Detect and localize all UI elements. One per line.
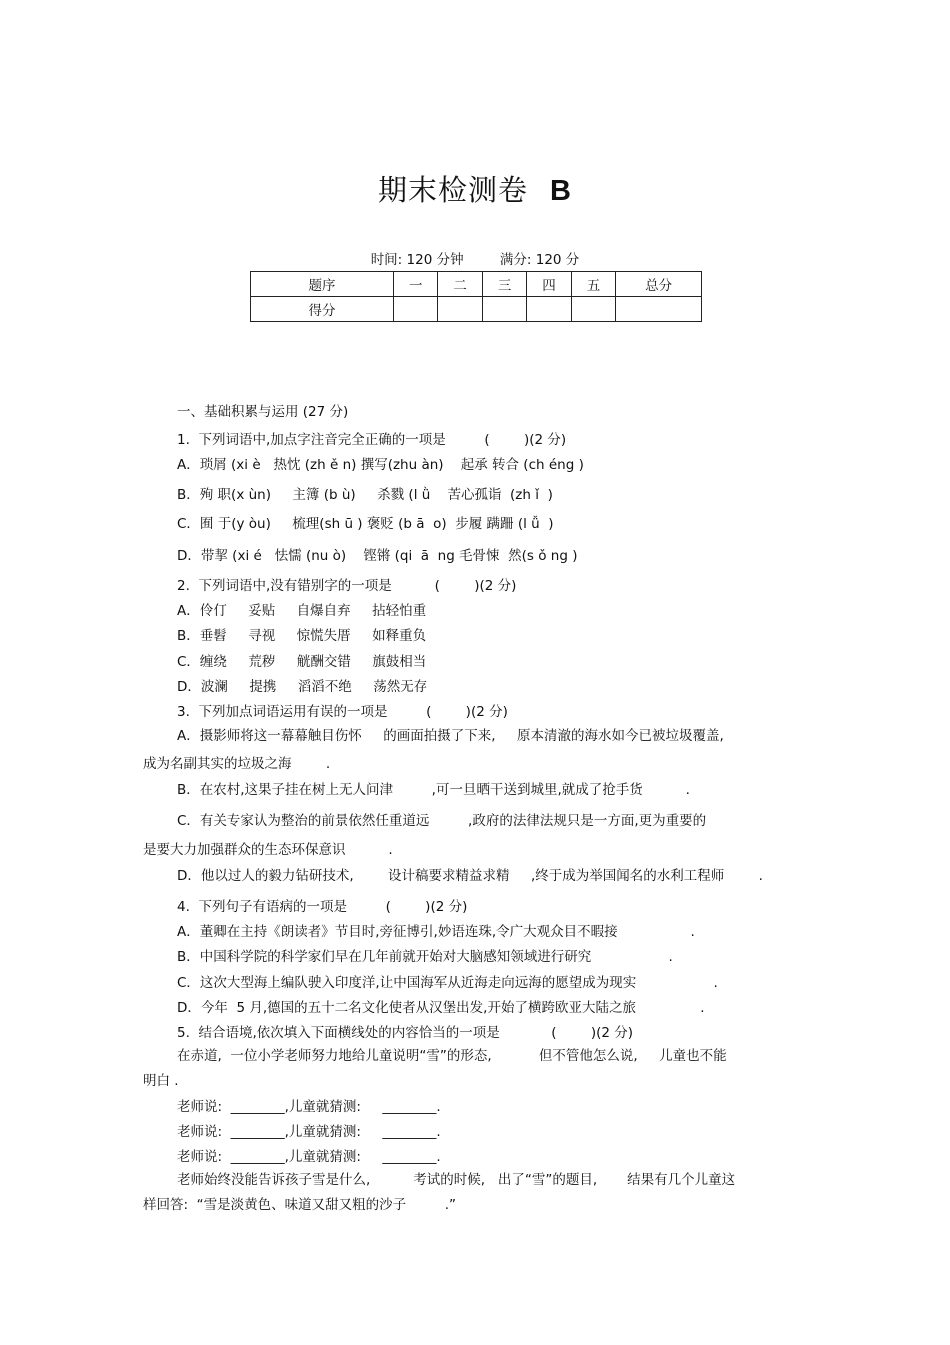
- option-continuation: 成为名副其实的垃圾之海 .: [143, 756, 331, 772]
- option-line: C．有关专家认为整治的前景依然任重道远 ,政府的法律法规只是一方面,更为重要的: [177, 813, 707, 829]
- option-line: C．缠绕 荒秽 觥酬交错 旗鼓相当: [177, 654, 427, 670]
- passage-line: 老师始终没能告诉孩子雪是什么, 考试的时候, 出了“雪”的题目, 结果有几个儿童这: [177, 1172, 736, 1188]
- full-score: 满分: 120 分: [499, 252, 580, 268]
- option-line: B．中国科学院的科学家们早在几年前就开始对大脑感知领域进行研究 .: [177, 949, 673, 965]
- question-line: 3. 下列加点词语运用有误的一项是 ( )(2 分): [177, 704, 508, 720]
- title-text: 期末检测卷: [378, 173, 529, 207]
- score-cell: 三: [482, 272, 526, 297]
- option-line: D．带挈 (xi é 怯懦 (nu ò) 铿锵 (qi ā ng 毛骨悚 然(s ǒ ng ): [177, 548, 578, 564]
- exam-meta: [0, 248, 950, 268]
- option-line: D．今年 5 月,德国的五十二名文化使者从汉堡出发,开始了横跨欧亚大陆之旅 .: [177, 1000, 705, 1016]
- section-heading: 一、基础积累与运用 (27 分): [177, 404, 349, 420]
- option-line: C．这次大型海上编队驶入印度洋,让中国海军从近海走向远海的愿望成为现实 .: [177, 975, 718, 991]
- score-table-header-row: [251, 272, 702, 297]
- option-line: A．琐屑 (xi è 热忱 (zh ě n) 撰写(zhu àn) 起承 转合 (ch éng ): [177, 457, 584, 473]
- passage-line: 样回答: “雪是淡黄色、味道又甜又粗的沙子 .”: [143, 1197, 457, 1213]
- score-blank-cell: [571, 297, 615, 322]
- title-letter: B: [550, 175, 572, 207]
- option-continuation: 是要大力加强群众的生态环保意识 .: [143, 842, 393, 858]
- option-line: A．伶仃 妥贴 自爆自弃 拈轻怕重: [177, 603, 427, 619]
- blank-line: 老师说: ________,儿童就猜测: ________.: [177, 1124, 441, 1140]
- score-cell: 二: [438, 272, 482, 297]
- time-limit: 时间: 120 分钟: [370, 252, 464, 268]
- option-line: B．殉 职(x ùn) 主簿 (b ù) 杀戮 (l ǜ 苦心孤诣 (zh ǐ ): [177, 487, 553, 503]
- question-line: 5. 结合语境,依次填入下面横线处的内容恰当的一项是 ( )(2 分): [177, 1025, 634, 1041]
- blank-line: 老师说: ________,儿童就猜测: ________.: [177, 1149, 441, 1165]
- option-line: C．囿 于(y òu) 梳理(sh ū ) 褒贬 (b ā o) 步履 蹒跚 (l ǚ ): [177, 516, 554, 532]
- page-title: [0, 168, 950, 209]
- score-blank-cell: [616, 297, 702, 322]
- option-line: A．董卿在主持《朗读者》节目时,旁征博引,妙语连珠,令广大观众目不暇接 .: [177, 924, 695, 940]
- score-blank-cell: [438, 297, 482, 322]
- score-cell: 五: [571, 272, 615, 297]
- score-blank-cell: [527, 297, 571, 322]
- passage-line: 明白 .: [143, 1073, 179, 1089]
- passage-line: 在赤道, 一位小学老师努力地给儿童说明“雪”的形态, 但不管他怎么说, 儿童也不能: [177, 1048, 727, 1064]
- score-row-label: 得分: [251, 297, 394, 322]
- option-line: B．垂髫 寻视 惊慌失厝 如释重负: [177, 628, 427, 644]
- option-line: A．摄影师将这一幕幕触目伤怀 的画面拍摄了下来, 原本清澈的海水如今已被垃圾覆盖,: [177, 728, 724, 744]
- question-line: 4. 下列句子有语病的一项是 ( )(2 分): [177, 899, 468, 915]
- question-line: 1. 下列词语中,加点字注音完全正确的一项是 ( )(2 分): [177, 432, 567, 448]
- option-line: B．在农村,这果子挂在树上无人问津 ,可一旦晒干送到城里,就成了抢手货 .: [177, 782, 690, 798]
- score-table-score-row: [251, 297, 702, 322]
- option-line: D．波澜 提携 滔滔不绝 荡然无存: [177, 679, 428, 695]
- score-blank-cell: [482, 297, 526, 322]
- option-line: D．他以过人的毅力钻研技术, 设计稿要求精益求精 ,终于成为举国闻名的水利工程师 .: [177, 868, 763, 884]
- blank-line: 老师说: ________,儿童就猜测: ________.: [177, 1099, 441, 1115]
- score-table: [250, 271, 702, 322]
- score-cell: 四: [527, 272, 571, 297]
- score-cell: 一: [394, 272, 438, 297]
- score-cell: 总分: [616, 272, 702, 297]
- question-line: 2. 下列词语中,没有错别字的一项是 ( )(2 分): [177, 578, 517, 594]
- score-blank-cell: [394, 297, 438, 322]
- score-cell: 题序: [251, 272, 394, 297]
